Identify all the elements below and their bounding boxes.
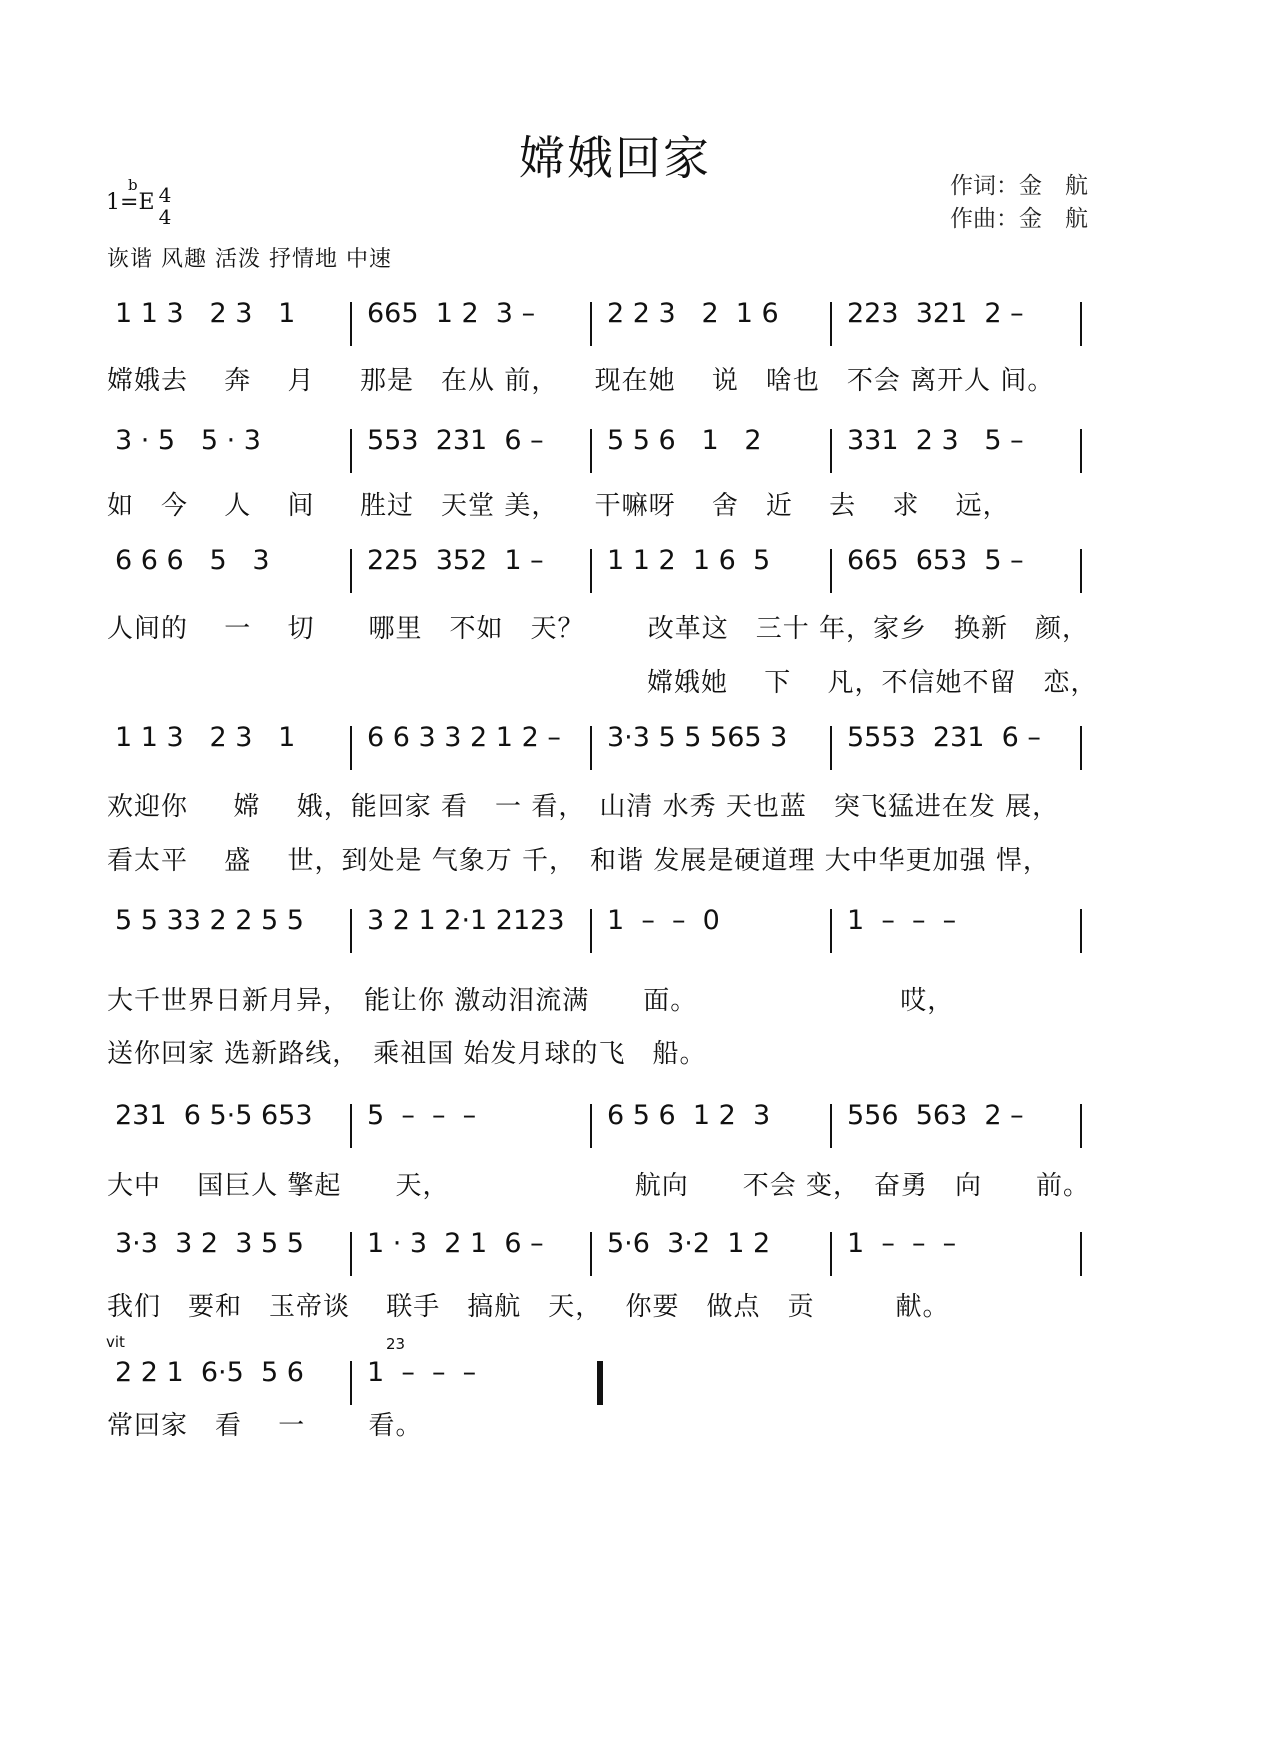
measure: 331 2 3 5 –: [847, 425, 1024, 456]
bar-line: [830, 302, 832, 346]
lyric-line: 看太平 盛 世，到处是 气象万 千， 和谐 发展是硬道理 大中华更加强 悍，: [107, 846, 1050, 876]
measure: 1 – – –: [847, 905, 957, 936]
measure: 3 2 1 2·1 2123: [367, 905, 565, 936]
flat-sign: b: [128, 176, 138, 194]
measure: 665 653 5 –: [847, 545, 1024, 576]
bar-line: [350, 909, 352, 953]
bar-line: [830, 549, 832, 593]
bar-line: [830, 909, 832, 953]
bar-line: [590, 909, 592, 953]
lyricist-credit: 作词：金 航: [950, 173, 1088, 199]
bar-line: [350, 1232, 352, 1276]
lyric-line: 嫦娥去 奔 月 那是 在从 前， 现在她 说 啥也 不会 离开人 间。: [107, 366, 1055, 396]
bar-line: [590, 1104, 592, 1148]
bar-line: [597, 1361, 603, 1405]
lyric-line: 送你回家 选新路线， 乘祖国 始发月球的飞 船。: [107, 1039, 707, 1069]
measure: 3 · 5 5 · 3: [115, 425, 261, 456]
bar-line: [350, 302, 352, 346]
measure: 553 231 6 –: [367, 425, 544, 456]
measure: 1 – – –: [367, 1357, 477, 1388]
bar-line: [590, 549, 592, 593]
measure: 665 1 2 3 –: [367, 298, 536, 329]
measure: 1 1 2 1 6 5: [607, 545, 771, 576]
staff-system: [0, 425, 1272, 485]
measure: 5 5 33 2 2 5 5: [115, 905, 304, 936]
measure: 556 563 2 –: [847, 1100, 1024, 1131]
lyric-line: 常回家 看 一 看。: [107, 1411, 423, 1441]
lyric-line: 人间的 一 切 哪里 不如 天？ 改革这 三十 年，家乡 换新 颜，: [107, 614, 1090, 644]
lyric-line: 如 今 人 间 胜过 天堂 美， 干嘛呀 舍 近 去 求 远，: [107, 491, 1010, 521]
composer-credit: 作曲：金 航: [950, 206, 1088, 232]
staff-system: [0, 298, 1272, 358]
lyric-line: 嫦娥她 下 凡，不信她不留 恋，: [107, 668, 1098, 698]
measure: 6 6 3 3 2 1 2 –: [367, 722, 561, 753]
lyric-line: 欢迎你 嫦 娥，能回家 看 一 看， 山清 水秀 天也蓝 突飞猛进在发 展，: [107, 792, 1060, 822]
vit-marking: vit: [106, 1333, 125, 1351]
staff-system: [0, 1228, 1272, 1288]
bar-line: [1080, 1104, 1082, 1148]
measure: 5·6 3·2 1 2: [607, 1228, 771, 1259]
measure: 5 5 6 1 2: [607, 425, 762, 456]
lyric-line: 大千世界日新月异， 能让你 激动泪流满 面。 哎，: [107, 986, 955, 1016]
bar-line: [350, 726, 352, 770]
bar-line: [590, 302, 592, 346]
bar-line: [830, 1232, 832, 1276]
measure: 3·3 5 5 565 3: [607, 722, 788, 753]
tempo-marking: 诙谐 风趣 活泼 抒情地 中速: [107, 247, 392, 272]
bar-line: [590, 1232, 592, 1276]
bar-line: [350, 1104, 352, 1148]
measure: 3·3 3 2 3 5 5: [115, 1228, 304, 1259]
bar-line: [1080, 1232, 1082, 1276]
bar-line: [350, 549, 352, 593]
bar-line: [830, 726, 832, 770]
measure: 1 – – –: [847, 1228, 957, 1259]
bar-line: [1080, 726, 1082, 770]
measure: 6 5 6 1 2 3: [607, 1100, 771, 1131]
credits: [950, 170, 1088, 236]
measure: 1 1 3 2 3 1: [115, 722, 296, 753]
measure: 223 321 2 –: [847, 298, 1024, 329]
staff-system: [0, 905, 1272, 965]
key-signature: 1= b E: [106, 176, 155, 215]
time-signature: 4 4: [158, 183, 172, 229]
bar-line: [590, 429, 592, 473]
bar-line: [1080, 909, 1082, 953]
measure: 6 6 6 5 3: [115, 545, 270, 576]
measure: 5553 231 6 –: [847, 722, 1041, 753]
bar-line: [1080, 302, 1082, 346]
bar-line: [1080, 429, 1082, 473]
measure: 1 1 3 2 3 1: [115, 298, 296, 329]
measure: 2 2 1 6·5 5 6: [115, 1357, 304, 1388]
measure: 225 352 1 –: [367, 545, 544, 576]
measure: 5 – – –: [367, 1100, 477, 1131]
bar-line: [350, 429, 352, 473]
staff-system: [0, 722, 1272, 782]
page-title: 嫦娥回家: [519, 131, 711, 185]
measure: 231 6 5·5 653: [115, 1100, 313, 1131]
grace-notes: 23: [386, 1335, 406, 1353]
lyric-line: 大中 国巨人 擎起 天， 航向 不会 变， 奋勇 向 前。: [107, 1171, 1091, 1201]
staff-system: [0, 1100, 1272, 1160]
measure: 1 – – 0: [607, 905, 720, 936]
measure: 1 · 3 2 1 6 –: [367, 1228, 544, 1259]
measure: 2 2 3 2 1 6: [607, 298, 779, 329]
bar-line: [590, 726, 592, 770]
staff-system: [0, 545, 1272, 605]
lyric-line: 我们 要和 玉帝谈 联手 搞航 天， 你要 做点 贡 献。: [107, 1292, 950, 1322]
bar-line: [830, 1104, 832, 1148]
bar-line: [830, 429, 832, 473]
bar-line: [1080, 549, 1082, 593]
bar-line: [350, 1361, 352, 1405]
